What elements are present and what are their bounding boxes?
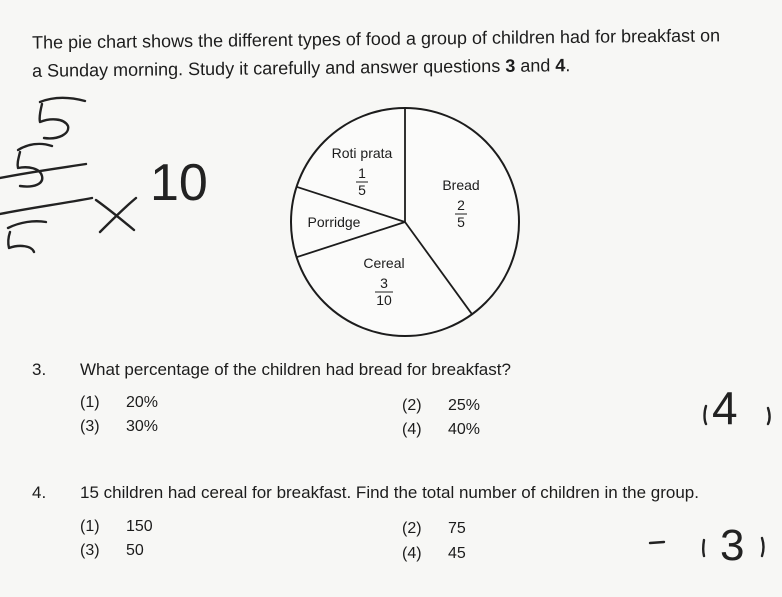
q3-option-1[interactable] <box>80 394 158 412</box>
bread-fraction-denominator: 5 <box>457 214 465 230</box>
pie-chart <box>291 108 519 336</box>
q3-option-3[interactable] <box>80 418 158 436</box>
q4-option-3-number: (3) <box>80 542 100 559</box>
q4-option-2[interactable] <box>402 520 466 538</box>
q4-option-4-text: 45 <box>448 545 466 562</box>
roti-prata-fraction-denominator: 5 <box>358 182 366 198</box>
slice-label-bread: Bread <box>442 177 480 193</box>
bread-fraction-numerator: 2 <box>457 197 465 213</box>
q4-option-1-text: 150 <box>126 518 153 535</box>
q4-option-2-text: 75 <box>448 520 466 537</box>
q3-option-4[interactable] <box>402 421 480 439</box>
intro-line-1: The pie chart shows the different types of food a group of children had for breakfast on <box>31 25 721 53</box>
intro-line-2-text: a Sunday morning. Study it carefully and answer questions <box>31 55 506 81</box>
answer-q3-digit: 4 <box>712 382 738 434</box>
intro-and: and <box>515 55 556 76</box>
q4-option-4-number: (4) <box>402 545 422 562</box>
handwritten-ten: 10 <box>150 154 208 212</box>
question-ref-3: 3 <box>505 55 516 76</box>
question-3-number: 3. <box>32 360 47 379</box>
handwritten-scribble <box>0 98 208 252</box>
slice-label-porridge: Porridge <box>307 214 361 230</box>
q4-option-3[interactable] <box>80 542 144 560</box>
q4-option-3-text: 50 <box>126 542 144 559</box>
q4-option-2-number: (2) <box>402 520 422 537</box>
q3-option-1-number: (1) <box>80 394 100 411</box>
q3-option-2-number: (2) <box>402 397 422 414</box>
roti-prata-fraction-numerator: 1 <box>358 165 366 181</box>
q3-option-4-text: 40% <box>448 421 481 438</box>
q4-option-1[interactable] <box>80 518 153 536</box>
intro-period: . <box>565 55 571 76</box>
q4-option-1-number: (1) <box>80 518 100 535</box>
question-4-text: 15 children had cereal for breakfast. Find the total number of children in the group. <box>80 483 699 502</box>
q3-option-1-text: 20% <box>126 394 159 411</box>
slice-label-roti-prata: Roti prata <box>331 145 393 161</box>
question-3-text: What percentage of the children had bread for breakfast? <box>80 360 511 379</box>
q3-option-4-number: (4) <box>402 421 422 438</box>
question-ref-4: 4 <box>555 55 566 76</box>
question-4-number: 4. <box>32 483 47 502</box>
cereal-fraction-denominator: 10 <box>376 292 392 308</box>
q4-option-4[interactable] <box>402 545 466 563</box>
handwritten-answer-q4 <box>650 521 764 570</box>
cereal-fraction-numerator: 3 <box>380 275 388 291</box>
q3-option-3-text: 30% <box>126 418 159 435</box>
q3-option-3-number: (3) <box>80 418 100 435</box>
q3-option-2-text: 25% <box>448 397 481 414</box>
slice-label-cereal: Cereal <box>363 255 405 271</box>
answer-q4-digit: 3 <box>720 521 745 570</box>
handwritten-answer-q3 <box>705 382 770 434</box>
q3-option-2[interactable] <box>402 397 480 415</box>
